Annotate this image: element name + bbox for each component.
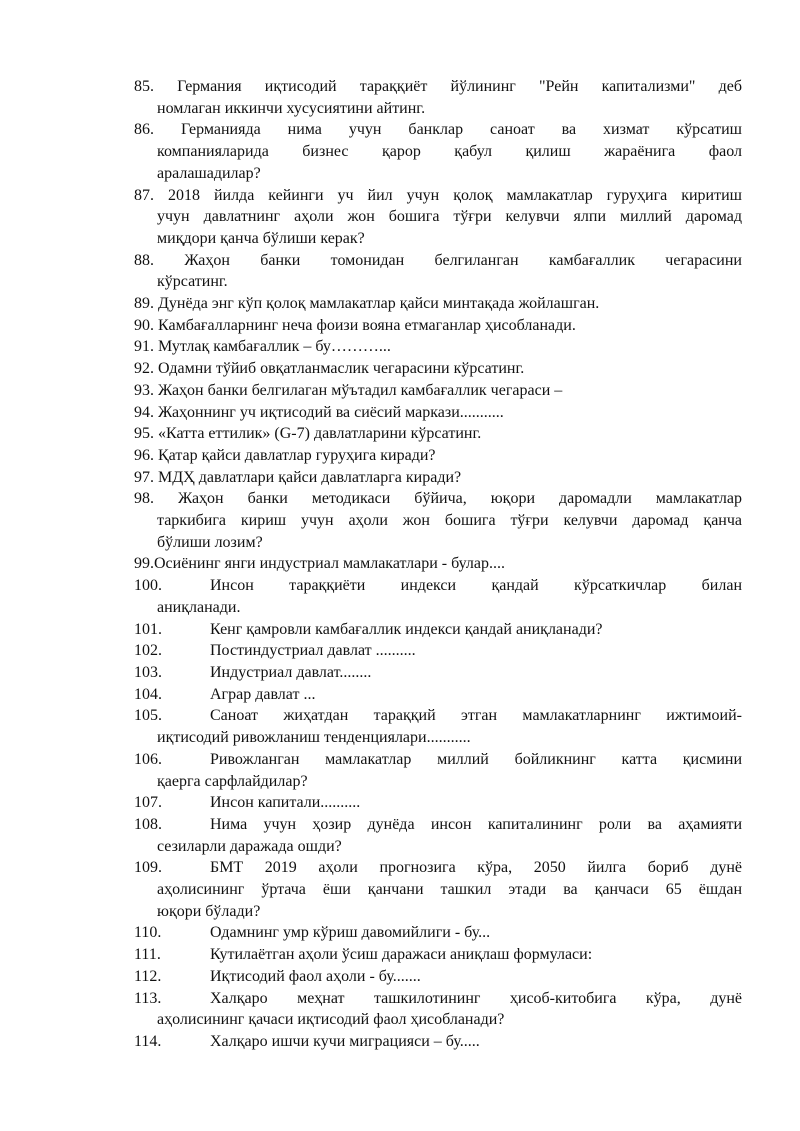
- question-line: 86. Германияда нима учун банклар саноат ва хизмат кўрсатиш: [134, 121, 742, 139]
- question-line: 88. Жаҳон банки томонидан белгиланган камбағаллик чегарасини: [134, 251, 742, 269]
- question-list: [134, 76, 742, 1053]
- question-number: 106.: [134, 750, 162, 768]
- question-number: 108.: [134, 815, 162, 833]
- question-line: юқори бўлади?: [157, 902, 261, 920]
- question-line: аҳолисининг ўртача ёши қанчани ташкил этади ва қанчаси 65 ёшдан: [157, 881, 742, 899]
- question-85: [134, 76, 742, 119]
- question-109: [134, 857, 742, 922]
- question-99: [134, 553, 742, 575]
- question-line: 93. Жаҳон банки белгилаган мўътадил камбағаллик чегараси –: [134, 381, 563, 399]
- question-line: Инсон тараққиёти индекси қандай кўрсаткичлар билан: [210, 577, 742, 595]
- question-line: аралашадилар?: [157, 164, 261, 182]
- question-number: 104.: [134, 685, 162, 703]
- question-line: аҳолисининг қачаси иқтисодий фаол ҳисобланади?: [157, 1011, 505, 1029]
- question-line: 98. Жаҳон банки методикаси бўйича, юқори даромадли мамлакатлар: [134, 490, 742, 508]
- question-110: [134, 922, 742, 944]
- question-88: [134, 250, 742, 293]
- question-line: 91. Мутлақ камбағаллик – бу………...: [134, 338, 391, 356]
- question-92: [134, 358, 742, 380]
- question-107: [134, 792, 742, 814]
- question-113: [134, 988, 742, 1031]
- question-line: Ривожланган мамлакатлар миллий бойликнинг катта қисмини: [210, 750, 742, 768]
- question-line: 94. Жаҳоннинг уч иқтисодий ва сиёсий маркази...........: [134, 403, 504, 421]
- question-line: Одамнинг умр кўриш давомийлиги - бу...: [210, 924, 491, 942]
- question-line: Постиндустриал давлат ..........: [210, 642, 416, 660]
- question-line: Индустриал давлат........: [210, 663, 372, 681]
- question-line: 89. Дунёда энг кўп қолоқ мамлакатлар қайси минтақада жойлашган.: [134, 295, 600, 313]
- question-line: 97. МДҲ давлатлари қайси давлатларга киради?: [134, 468, 462, 486]
- question-number: 100.: [134, 577, 162, 595]
- question-105: [134, 705, 742, 748]
- question-line: миқдори қанча бўлиши керак?: [157, 229, 365, 247]
- question-106: [134, 749, 742, 792]
- question-line: таркибига кириш учун аҳоли жон бошига тўғри келувчи даромад қанча: [157, 512, 742, 530]
- question-line: 90. Камбағалларнинг неча фоизи вояна етмаганлар ҳисобланади.: [134, 316, 576, 334]
- question-number: 103.: [134, 663, 162, 681]
- question-line: Кенг қамровли камбағаллик индекси қандай аниқланади?: [210, 620, 603, 638]
- question-91: [134, 336, 742, 358]
- question-line: Кутилаётган аҳоли ўсиш даражаси аниқлаш формуласи:: [210, 946, 593, 964]
- question-number: 102.: [134, 642, 162, 660]
- question-line: номлаган иккинчи хусусиятини айтинг.: [157, 99, 426, 117]
- question-line: кўрсатинг.: [157, 273, 228, 291]
- question-line: 87. 2018 йилда кейинги уч йил учун қолоқ мамлакатлар гуруҳига киритиш: [134, 186, 742, 204]
- question-102: [134, 640, 742, 662]
- question-line: бўлиши лозим?: [157, 533, 263, 551]
- question-93: [134, 380, 742, 402]
- question-line: учун давлатнинг аҳоли жон бошига тўғри келувчи ялпи миллий даромад: [157, 208, 742, 226]
- question-line: 85. Германия иқтисодий тараққиёт йўлининг "Рейн капитализми" деб: [134, 78, 742, 95]
- question-95: [134, 423, 742, 445]
- question-89: [134, 293, 742, 315]
- question-94: [134, 402, 742, 424]
- question-112: [134, 966, 742, 988]
- question-111: [134, 944, 742, 966]
- question-line: компанияларида бизнес қарор қабул қилиш жараёнига фаол: [157, 143, 742, 161]
- question-line: 95. «Катта еттилик» (G-7) давлатларини кўрсатинг.: [134, 425, 482, 443]
- question-line: Инсон капитали..........: [210, 794, 361, 812]
- question-line: 92. Одамни тўйиб овқатланмаслик чегарасини кўрсатинг.: [134, 360, 525, 378]
- question-number: 107.: [134, 794, 162, 812]
- question-number: 110.: [134, 924, 162, 942]
- question-number: 111.: [134, 946, 161, 964]
- question-98: [134, 488, 742, 553]
- question-line: Саноат жиҳатдан тараққий этган мамлакатларнинг ижтимоий-: [210, 707, 742, 725]
- question-line: Нима учун ҳозир дунёда инсон капиталининг роли ва аҳамияти: [210, 815, 742, 833]
- question-line: Халқаро ишчи кучи миграцияси – бу.....: [210, 1032, 480, 1050]
- question-line: иқтисодий ривожланиш тенденциялари...........: [157, 729, 471, 747]
- question-86: [134, 119, 742, 184]
- question-line: БМТ 2019 аҳоли прогнозига кўра, 2050 йилга бориб дунё: [210, 859, 742, 877]
- question-number: 113.: [134, 989, 162, 1007]
- question-104: [134, 684, 742, 706]
- question-96: [134, 445, 742, 467]
- question-100: [134, 575, 742, 618]
- question-number: 101.: [134, 620, 162, 638]
- question-number: 112.: [134, 967, 162, 985]
- question-114: [134, 1031, 742, 1053]
- question-line: Халқаро меҳнат ташкилотининг ҳисоб-китобига кўра, дунё: [210, 989, 742, 1007]
- question-number: 114.: [134, 1032, 162, 1050]
- question-number: 109.: [134, 859, 162, 877]
- question-number: 105.: [134, 707, 162, 725]
- question-line: қаерга сарфлайдилар?: [157, 772, 308, 790]
- question-line: Аграр давлат ...: [210, 685, 316, 703]
- question-line: Иқтисодий фаол аҳоли - бу.......: [210, 967, 421, 985]
- question-87: [134, 185, 742, 250]
- question-97: [134, 467, 742, 489]
- question-line: 96. Қатар қайси давлатлар гуруҳига киради?: [134, 446, 436, 464]
- question-108: [134, 814, 742, 857]
- question-line: сезиларли даражада ошди?: [157, 837, 342, 855]
- question-101: [134, 619, 742, 641]
- question-line: 99.Осиёнинг янги индустриал мамлакатлари - булар....: [134, 555, 505, 573]
- question-90: [134, 315, 742, 337]
- question-103: [134, 662, 742, 684]
- question-line: аниқланади.: [157, 598, 241, 616]
